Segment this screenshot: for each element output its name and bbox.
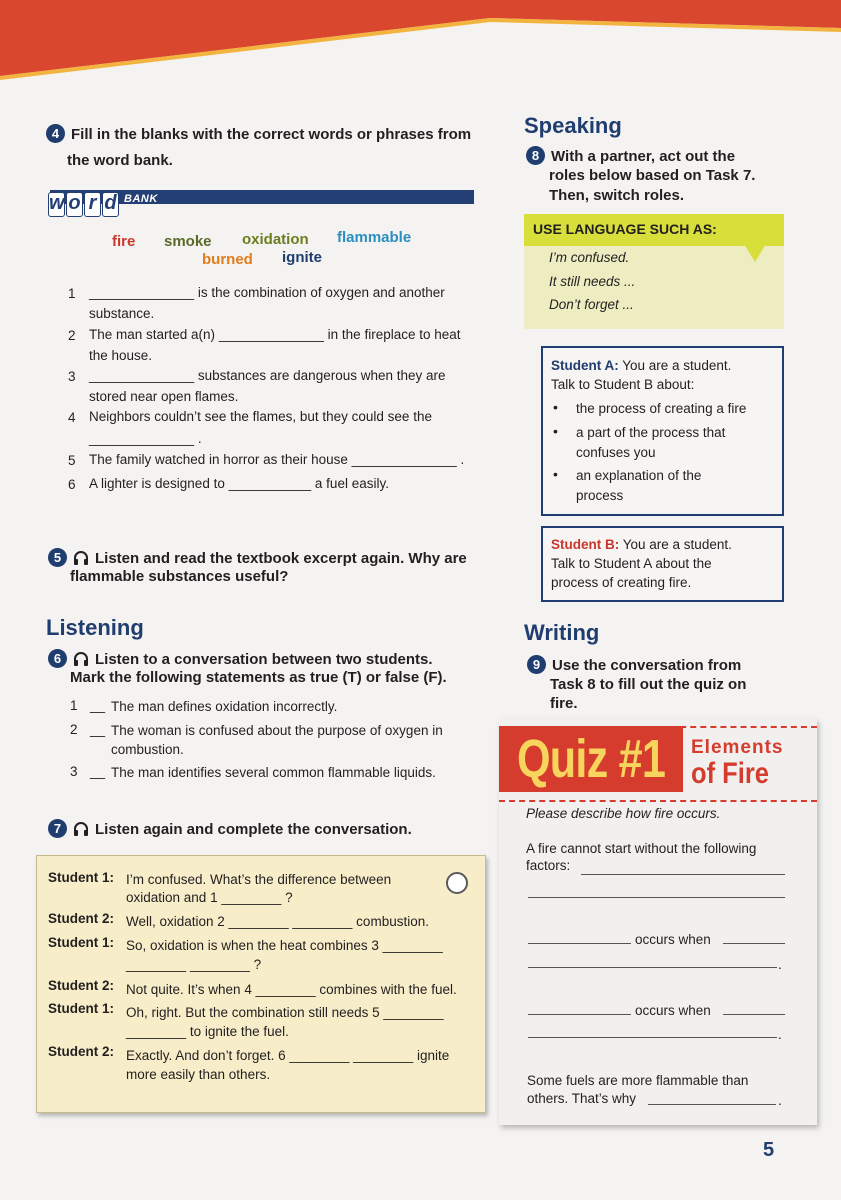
word-bank-word: ignite — [282, 249, 322, 266]
word-bank-word: oxidation — [242, 231, 309, 248]
tf-statement: The woman is confused about the purpose of oxygen in — [111, 723, 443, 738]
task6-instruction: 6 Listen to a conversation between two students. — [48, 649, 433, 669]
conversation-line-cont: oxidation and 1 ________ ? — [126, 890, 293, 905]
quiz-answer-line[interactable] — [648, 1104, 776, 1105]
task6-instruction-line2: Mark the following statements as true (T) or false (F). — [70, 669, 447, 686]
item-number: 1 — [68, 286, 76, 301]
conversation-line: Not quite. It’s when 4 ________ combines with the fuel. — [126, 982, 457, 997]
quiz-answer-line[interactable] — [723, 1014, 785, 1015]
bullet-icon: • — [553, 399, 558, 415]
word-bank-word: burned — [202, 251, 253, 268]
task5-instruction: 5 Listen and read the textbook excerpt again. Why are — [48, 548, 467, 568]
word-bank-letter: r — [84, 192, 101, 217]
card-hole — [446, 872, 468, 894]
word-bank-word: flammable — [337, 229, 412, 246]
student-a-label: Student A: — [551, 358, 619, 373]
quiz-answer-line[interactable] — [528, 1014, 631, 1015]
quiz-text-line: A fire cannot start without the following — [526, 841, 757, 856]
conversation-speaker: Student 1: — [48, 1001, 114, 1016]
quiz-period: . — [778, 1093, 782, 1108]
item-number: 1 — [70, 698, 78, 713]
item-number: 2 — [70, 722, 78, 737]
quiz-subtitle-line1: Elements — [691, 737, 784, 758]
conversation-line-cont: more easily than others. — [126, 1067, 271, 1082]
language-phrase: Don’t forget ... — [549, 297, 634, 312]
task4-item: The man started a(n) ______________ in the fireplace to heat — [89, 327, 461, 342]
quiz-text-line: Some fuels are more flammable than — [527, 1073, 749, 1088]
quiz-answer-line[interactable] — [528, 967, 777, 968]
headphones-icon — [73, 822, 89, 836]
task-number-badge: 5 — [48, 548, 67, 567]
task4-item: A lighter is designed to ___________ a fuel easily. — [89, 476, 389, 491]
task7-instruction: 7 Listen again and complete the conversation. — [48, 819, 412, 839]
quiz-text-line: factors: — [526, 858, 571, 873]
headphones-icon — [73, 551, 89, 565]
word-bank-logo — [48, 192, 158, 217]
task4-item-cont: stored near open flames. — [89, 389, 239, 404]
conversation-speaker: Student 2: — [48, 1044, 114, 1059]
student-a-line2: Talk to Student B about: — [551, 377, 695, 392]
quiz-subtitle-line2: of Fire — [691, 757, 769, 790]
conversation-line-cont: ________ to ignite the fuel. — [126, 1024, 289, 1039]
conversation-line: Well, oxidation 2 ________ ________ combustion. — [126, 914, 429, 929]
student-b-line3: process of creating fire. — [551, 575, 692, 590]
conversation-speaker: Student 1: — [48, 870, 114, 885]
task-number-badge: 9 — [527, 655, 546, 674]
item-number: 2 — [68, 328, 76, 343]
task4-item-cont: substance. — [89, 306, 155, 321]
quiz-answer-line[interactable] — [528, 897, 785, 898]
word-bank-word: smoke — [164, 233, 212, 250]
conversation-line-cont: ________ ________ ? — [126, 957, 262, 972]
student-a-bullet-cont: confuses you — [576, 445, 656, 460]
quiz-prompt: Please describe how fire occurs. — [526, 806, 721, 821]
task-number-badge: 4 — [46, 124, 65, 143]
conversation-line: Exactly. And don’t forget. 6 ________ ________ ignite — [126, 1048, 450, 1063]
quiz-dashed-border-bottom — [499, 800, 817, 802]
task4-item: ______________ substances are dangerous when they are — [89, 368, 446, 383]
student-b-label: Student B: — [551, 537, 620, 552]
page-number: 5 — [763, 1139, 775, 1161]
conversation-speaker: Student 2: — [48, 978, 114, 993]
quiz-text-line: occurs when — [635, 1003, 711, 1018]
task4-item: Neighbors couldn’t see the flames, but they could see the — [89, 409, 432, 424]
student-a-line1: Student A: You are a student. — [551, 358, 732, 373]
top-banner — [0, 0, 841, 82]
task4-item: The family watched in horror as their house ______________ . — [89, 452, 465, 467]
answer-blank[interactable]: __ — [90, 764, 106, 779]
tf-statement: The man identifies several common flammable liquids. — [111, 765, 436, 780]
quiz-answer-line[interactable] — [581, 874, 785, 875]
item-number: 3 — [70, 764, 78, 779]
conversation-speaker: Student 2: — [48, 911, 114, 926]
task9-instruction-line3: fire. — [550, 695, 578, 712]
word-bank-letter: w — [48, 192, 65, 217]
student-a-bullet: a part of the process that — [576, 425, 726, 440]
task8-instruction-line2: roles below based on Task 7. — [549, 167, 756, 184]
quiz-answer-line[interactable] — [723, 943, 785, 944]
student-b-line1: Student B: You are a student. — [551, 537, 732, 552]
task4-item: ______________ is the combination of oxygen and another — [89, 285, 445, 300]
speaking-heading: Speaking — [524, 113, 622, 138]
task8-instruction-line3: Then, switch roles. — [549, 187, 685, 204]
answer-blank[interactable]: __ — [90, 698, 106, 713]
student-a-bullet: the process of creating a fire — [576, 401, 747, 416]
task4-item-cont: ______________ . — [89, 431, 202, 446]
language-box-heading: USE LANGUAGE SUCH AS: — [533, 221, 717, 237]
task-number-badge: 7 — [48, 819, 67, 838]
quiz-period: . — [778, 1027, 782, 1042]
student-a-bullet: an explanation of the — [576, 468, 702, 483]
task8-instruction: 8 With a partner, act out the — [526, 146, 735, 166]
item-number: 4 — [68, 410, 76, 425]
bullet-icon: • — [553, 466, 558, 482]
conversation-speaker: Student 1: — [48, 935, 114, 950]
writing-heading: Writing — [524, 620, 600, 645]
listening-heading: Listening — [46, 615, 144, 640]
quiz-text-line: others. That’s why — [527, 1091, 637, 1106]
task4-item-cont: the house. — [89, 348, 153, 363]
item-number: 3 — [68, 369, 76, 384]
word-bank-label: BANK — [124, 193, 158, 205]
task9-instruction: 9 Use the conversation from — [527, 655, 741, 675]
conversation-line: I’m confused. What’s the difference between — [126, 872, 392, 887]
student-b-line2: Talk to Student A about the — [551, 556, 712, 571]
quiz-period: . — [778, 957, 782, 972]
quiz-title: Quiz #1 — [517, 729, 666, 789]
conversation-line: So, oxidation is when the heat combines 3 ________ — [126, 938, 443, 953]
task4-instruction-line2: the word bank. — [67, 152, 173, 169]
task5-instruction-line2: flammable substances useful? — [70, 568, 289, 585]
answer-blank[interactable]: __ — [90, 722, 106, 737]
quiz-text-line: occurs when — [635, 932, 711, 947]
student-a-bullet-cont: process — [576, 488, 624, 503]
item-number: 6 — [68, 477, 76, 492]
word-bank-letter: o — [66, 192, 83, 217]
bullet-icon: • — [553, 423, 558, 439]
quiz-answer-line[interactable] — [528, 943, 631, 944]
word-bank-letter: d — [102, 192, 119, 217]
task-number-badge: 6 — [48, 649, 67, 668]
word-bank-word: fire — [112, 233, 136, 250]
conversation-line: Oh, right. But the combination still needs 5 ________ — [126, 1005, 444, 1020]
item-number: 5 — [68, 453, 76, 468]
quiz-answer-line[interactable] — [528, 1037, 777, 1038]
tf-statement: The man defines oxidation incorrectly. — [111, 699, 338, 714]
task9-instruction-line2: Task 8 to fill out the quiz on — [550, 676, 747, 693]
task-number-badge: 8 — [526, 146, 545, 165]
language-phrase: It still needs ... — [549, 274, 636, 289]
task4-instruction: 4 Fill in the blanks with the correct words or phrases from — [46, 124, 486, 144]
language-phrase: I’m confused. — [549, 250, 630, 265]
headphones-icon — [73, 652, 89, 666]
callout-pointer-icon — [744, 244, 766, 264]
tf-statement-cont: combustion. — [111, 742, 184, 757]
